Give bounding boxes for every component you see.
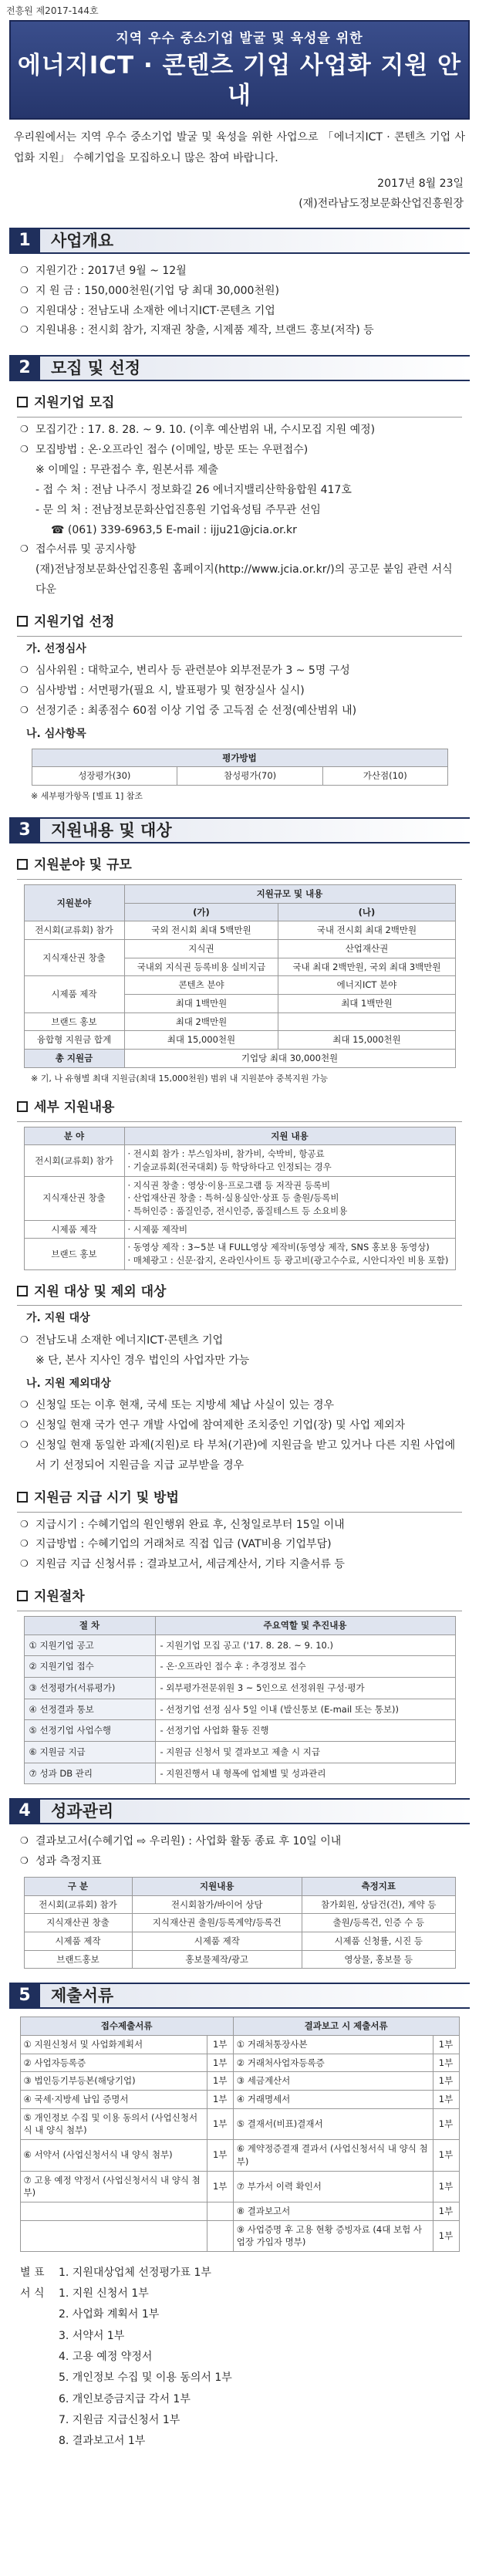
form-item: 3. 서약서 1부 [59, 2329, 125, 2342]
table-row: ① 지원기업 공고 - 지원기업 모집 공고 ('17. 8. 28. ~ 9. 10.) [24, 1635, 455, 1656]
table-header: (나) [278, 903, 455, 921]
form-item: 4. 고용 예정 약정서 [59, 2351, 153, 2364]
performance-table [24, 1877, 456, 1969]
table-row: 지식재산권 창출 지식재산권 출원/등록계약/등록건 출원/등록건, 인증 수 등 [24, 1914, 455, 1932]
support-detail-table [24, 1127, 456, 1270]
eval-cell: 성장평가(30) [32, 767, 177, 786]
overview-period: ❍ 지원기간 : 2017년 9월 ~ 12월 [20, 262, 459, 282]
docs-list [20, 540, 459, 560]
issuing-org: (재)전라남도정보문화산업진흥원장 [299, 197, 464, 210]
evaluation-table [32, 749, 448, 786]
table-row: ⑧ 결과보고서 1부 [20, 2202, 459, 2220]
subheading-selection: 지원기업 선정 [17, 611, 462, 637]
table-header: 절 차 [24, 1616, 155, 1635]
recruit-list [20, 421, 459, 461]
section-4-header [9, 1798, 470, 1824]
procedure-table [24, 1616, 456, 1784]
section-5-header [9, 1983, 470, 2009]
table-row: ⑦ 고용 예정 약정서 (사업신청서식 내 양식 첨부) 1부 ⑦ 부가서 이력 확인서 1부 [20, 2171, 459, 2202]
table-row: 브랜드 홍보 최대 2백만원 [24, 1012, 455, 1031]
table-row: 지식재산권 창출 · 지식권 창출 : 영상·이용·프로그램 등 저작권 등록비 · 산업재산권 창출 : 특허·실용실안·상표 등 출원/등록비 · 특허인증 : 품질인증, 전시인증, 품질테스트 등 소요비용 [24, 1176, 455, 1220]
appendix-item: 1. 지원대상업체 선정평가표 1부 [59, 2266, 211, 2279]
recruit-method: ❍ 모집방법 : 온·오프라인 접수 (이메일, 방문 또는 우편접수) [20, 441, 459, 461]
overview-list [20, 262, 459, 342]
exclude-list [20, 1396, 459, 1476]
section-number: 5 [9, 1983, 40, 2009]
square-bullet-icon [17, 1101, 28, 1112]
table-row: ④ 국세·지방세 납입 증명서 1부 ④ 거래명세서 1부 [20, 2091, 459, 2109]
table-header: 지원내용 [132, 1878, 302, 1896]
performance-item: ❍ 성과 측정지표 [20, 1852, 459, 1872]
form-item: 7. 지원금 지급신청서 1부 [59, 2413, 180, 2426]
form-item: 8. 결과보고서 1부 [59, 2435, 146, 2448]
section-number: 2 [9, 355, 40, 381]
exclude-item: ❍ 신청일 현재 동일한 과제(지원)로 타 부처(기관)에 지원금을 받고 있거나 다른 지원 사업에서 기 선정되어 지원금을 지급 교부받을 경우 [20, 1436, 459, 1476]
form-item: 6. 개인보증금지급 각서 1부 [59, 2392, 191, 2405]
table-header: 지원규모 및 내용 [124, 884, 455, 903]
square-bullet-icon [17, 616, 28, 627]
table-header: 결과보고 시 제출서류 [233, 2017, 459, 2036]
table-row: ⑦ 성과 DB 관리 - 지원진행서 내 형폭에 업체별 및 성과관리 [24, 1763, 455, 1784]
target-label: 가. 지원 대상 [26, 1312, 90, 1325]
table-row: ① 지원신청서 및 사업화계획서 1부 ① 거래처통장사본 1부 [20, 2036, 459, 2054]
subheading-target: 지원 대상 및 제외 대상 [17, 1281, 462, 1307]
title-banner [9, 20, 470, 120]
table-header: 분 야 [24, 1127, 124, 1145]
performance-item: ❍ 결과보고서(수혜기업 ⇨ 우리원) : 사업화 활동 종료 후 10일 이내 [20, 1832, 459, 1852]
payment-item: ❍ 지급시기 : 수혜기업의 원인행위 완료 후, 신청일로부터 15일 이내 [20, 1516, 459, 1536]
docs-title: ❍ 접수서류 및 공지사항 [20, 540, 459, 560]
performance-list [20, 1832, 459, 1872]
payment-item: ❍ 지원금 지급 신청서류 : 결과보고서, 세금계산서, 기타 지출서류 등 [20, 1555, 459, 1575]
eval-head: 평가방법 [32, 749, 447, 767]
intro-text: 우리원에서는 지역 우수 중소기업 발굴 및 육성을 위한 사업으로 「에너지ICT · 콘텐츠 기업 사업화 지원」 수혜기업을 모집하오니 많은 참여 바랍니다. [14, 131, 465, 164]
table-header: 접수제출서류 [20, 2017, 233, 2036]
banner-subtitle: 지역 우수 중소기업 발굴 및 육성을 위한 [116, 31, 363, 46]
section-title: 사업개요 [40, 228, 470, 254]
section-title: 지원내용 및 대상 [40, 817, 470, 843]
section-number: 1 [9, 228, 40, 254]
target-note: ※ 단, 본사 지사인 경우 법인의 사업자만 가능 [35, 1354, 250, 1367]
table-row: 전시회(교류회) 참가 전시회참가/바이어 상담 참가회원, 상담건(건), 계약 등 [24, 1895, 455, 1914]
section-1-header [9, 228, 470, 254]
form-item: 2. 사업화 계획서 1부 [59, 2308, 160, 2321]
table-row: ② 사업자등록증 1부 ② 거래처사업자등록증 1부 [20, 2054, 459, 2072]
appendix-line [20, 2263, 459, 2284]
table-row: 시제품 제작 콘텐츠 분야 에너지ICT 분야 [24, 976, 455, 995]
banner-title: 에너지ICT · 콘텐츠 기업 사업화 지원 안내 [17, 51, 462, 110]
table-header: 측정지표 [302, 1878, 455, 1896]
exclude-item: ❍ 신청일 또는 이후 현재, 국세 또는 지방세 체납 사실이 있는 경우 [20, 1396, 459, 1416]
square-bullet-icon [17, 397, 28, 407]
eval-cell: 가산점(10) [322, 767, 447, 786]
scale-note: ※ 기, 나 유형별 최대 지원금(최대 15,000천원) 범위 내 지원분야 중복지원 가능 [31, 1073, 329, 1083]
overview-target: ❍ 지원대상 : 전남도내 소재한 에너지ICT·콘텐츠 기업 [20, 302, 459, 322]
eval-cell: 참성평가(70) [177, 767, 323, 786]
section-2-header [9, 355, 470, 381]
table-row: 시제품 제작 시제품 제작 시제품 신청률, 시진 등 [24, 1932, 455, 1951]
contact-info: - 문 의 처 : 전남정보문화산업진흥원 기업육성팀 주무관 선임 [35, 503, 321, 516]
table-row: ⑤ 개인정보 수집 및 이용 동의서 (사업신청서식 내 양식 첨부) 1부 ⑤ 결재서(비표)결재서 1부 [20, 2108, 459, 2139]
square-bullet-icon [17, 1492, 28, 1503]
section-title: 모집 및 선정 [40, 355, 470, 381]
email-note: ※ 이메일 : 무관접수 후, 원본서류 제출 [35, 463, 218, 476]
table-row: 전시회(교류회) 참가 국외 전시회 최대 5백만원 국내 전시회 최대 2백만원 [24, 921, 455, 940]
table-row: 국내외 지식권 등록비용 실비지급 국내 최대 2백만원, 국외 최대 3백만원 [24, 958, 455, 976]
table-header: 지원분야 [24, 884, 124, 921]
payment-list [20, 1516, 459, 1576]
subheading-payment: 지원금 지급 시기 및 방법 [17, 1487, 462, 1513]
table-row: 융합형 지원금 합계 최대 15,000천원 최대 15,000천원 [24, 1031, 455, 1050]
selection-judges: ❍ 심사위원 : 대학교수, 변리사 등 관련분야 외부전문가 3 ~ 5명 구성 [20, 661, 459, 681]
phone-email: ☎ (061) 339-6963,5 E-mail : ijju21@jcia.or.kr [51, 523, 297, 536]
subheading-procedure: 지원절차 [17, 1586, 462, 1611]
attachments [20, 2263, 459, 2453]
form-item: 5. 개인정보 수집 및 이용 동의서 1부 [59, 2371, 232, 2385]
table-row: ② 지원기업 접수 - 온·오프라인 접수 후 : 추경정보 접수 [24, 1656, 455, 1678]
table-row: 지식재산권 창출 지식권 산업재산권 [24, 939, 455, 958]
table-row: ⑥ 지원금 지급 - 지원금 신청서 및 결과보고 제출 시 지급 [24, 1741, 455, 1763]
recruit-period: ❍ 모집기간 : 17. 8. 28. ~ 9. 10. (이후 예산범위 내, 수시모집 지원 예정) [20, 421, 459, 441]
table-row: 전시회(교류회) 참가 · 전시회 참가 : 부스임차비, 참가비, 숙박비, 항공료 · 기술교류회(전국대회) 등 학당하다고 인정되는 경우 [24, 1145, 455, 1176]
document-number: 전흥원 제2017-144호 [6, 5, 99, 16]
appendix-label: 별 표 [20, 2266, 45, 2279]
table-header: (가) [124, 903, 278, 921]
notice-date: 2017년 8월 23일 [377, 177, 464, 191]
exclude-item: ❍ 신청일 현재 국가 연구 개발 사업에 참여제한 조치중인 기업(장) 및 사업 제외자 [20, 1416, 459, 1436]
support-scale-table [24, 884, 456, 1068]
subheading-detail: 세부 지원내용 [17, 1097, 462, 1122]
submit-address: - 접 수 처 : 전남 나주시 정보화길 26 에너지밸리산학융합원 417호 [35, 483, 352, 496]
overview-content: ❍ 지원내용 : 전시회 참가, 지재권 창출, 시제품 제작, 브랜드 홍보(저작) 등 [20, 321, 459, 341]
forms-line [20, 2284, 459, 2304]
subheading-recruit: 지원기업 모집 [17, 392, 462, 418]
docs-text: (재)전남정보문화산업진흥원 홈페이지(http://www.jcia.or.kr/)의 공고문 붙임 관련 서식 다운 [35, 563, 453, 597]
overview-budget: ❍ 지 원 금 : 150,000천원(기업 당 최대 30,000천원) [20, 282, 459, 302]
square-bullet-icon [17, 859, 28, 870]
table-row: 브랜드홍보 홍보물제작/광고 영상물, 홍보물 등 [24, 1950, 455, 1969]
review-items-label: 나. 심사항목 [26, 728, 86, 741]
form-item: 1. 지원 신청서 1부 [59, 2287, 149, 2300]
table-row: 시제품 제작 · 시제품 제작비 [24, 1220, 455, 1239]
signature-block [15, 174, 464, 213]
payment-item: ❍ 지급방법 : 수혜기업의 거래처로 직접 입금 (VAT비용 기업부담) [20, 1535, 459, 1555]
documents-table [20, 2017, 460, 2251]
section-title: 제출서류 [40, 1983, 470, 2009]
section-title: 성과관리 [40, 1798, 470, 1824]
selection-list [20, 661, 459, 722]
target-list [20, 1331, 459, 1351]
table-row: ⑨ 사업증명 후 고용 현황 증빙자료 (4대 보험 사업장 가입자 명부) 1부 [20, 2220, 459, 2251]
selection-review-label: 가. 선정심사 [26, 642, 86, 655]
table-row: ⑤ 선정기업 사업수행 - 선정기업 사업화 활동 진행 [24, 1720, 455, 1742]
section-number: 3 [9, 817, 40, 843]
table-row: ⑥ 서약서 (사업신청서식 내 양식 첨부) 1부 ⑥ 계약정증결재 결과서 (사업신청서식 내 양식 첨부) 1부 [20, 2140, 459, 2171]
eval-note: ※ 세부평가항목 [별표 1] 참조 [31, 790, 143, 801]
exclude-label: 나. 지원 제외대상 [26, 1377, 111, 1390]
table-row: 브랜드 홍보 · 동영상 제작 : 3~5분 내 FULL영상 제작비(동영상 제작, SNS 홍보용 동영상) · 매체광고 : 신문·잡지, 온라인사이트 등 광고비(광고수수료, 시안디자인 비용 포함) [24, 1239, 455, 1269]
selection-criteria: ❍ 선정기준 : 최종점수 60점 이상 기업 중 고득점 순 선정(예산범위 내) [20, 701, 459, 722]
table-header: 구 분 [24, 1878, 132, 1896]
section-3-header [9, 817, 470, 843]
table-row: 총 지원금 기업당 최대 30,000천원 [24, 1049, 455, 1067]
subheading-support-scale: 지원분야 및 규모 [17, 854, 462, 880]
target-item: ❍ 전남도내 소재한 에너지ICT·콘텐츠 기업 [20, 1331, 459, 1351]
table-header: 지원 내용 [124, 1127, 455, 1145]
square-bullet-icon [17, 1286, 28, 1296]
table-row: 최대 1백만원 최대 1백만원 [24, 994, 455, 1012]
section-number: 4 [9, 1798, 40, 1824]
table-row: ③ 선정평가(서류평가) - 외부평가전문위원 3 ~ 5인으로 선정위원 구성·평가 [24, 1677, 455, 1699]
forms-label: 서 식 [20, 2287, 45, 2300]
square-bullet-icon [17, 1591, 28, 1601]
selection-method: ❍ 심사방법 : 서면평가(필요 시, 발표평가 및 현장실사 실시) [20, 681, 459, 701]
table-row: ③ 법인등기부등본(해당기업) 1부 ③ 세금계산서 1부 [20, 2072, 459, 2091]
table-row: ④ 선정결과 통보 - 선정기업 선정 심사 5일 이내 (발신통보 (E-mail 또는 통보)) [24, 1699, 455, 1720]
table-header: 주요역할 및 추진내용 [155, 1616, 455, 1635]
